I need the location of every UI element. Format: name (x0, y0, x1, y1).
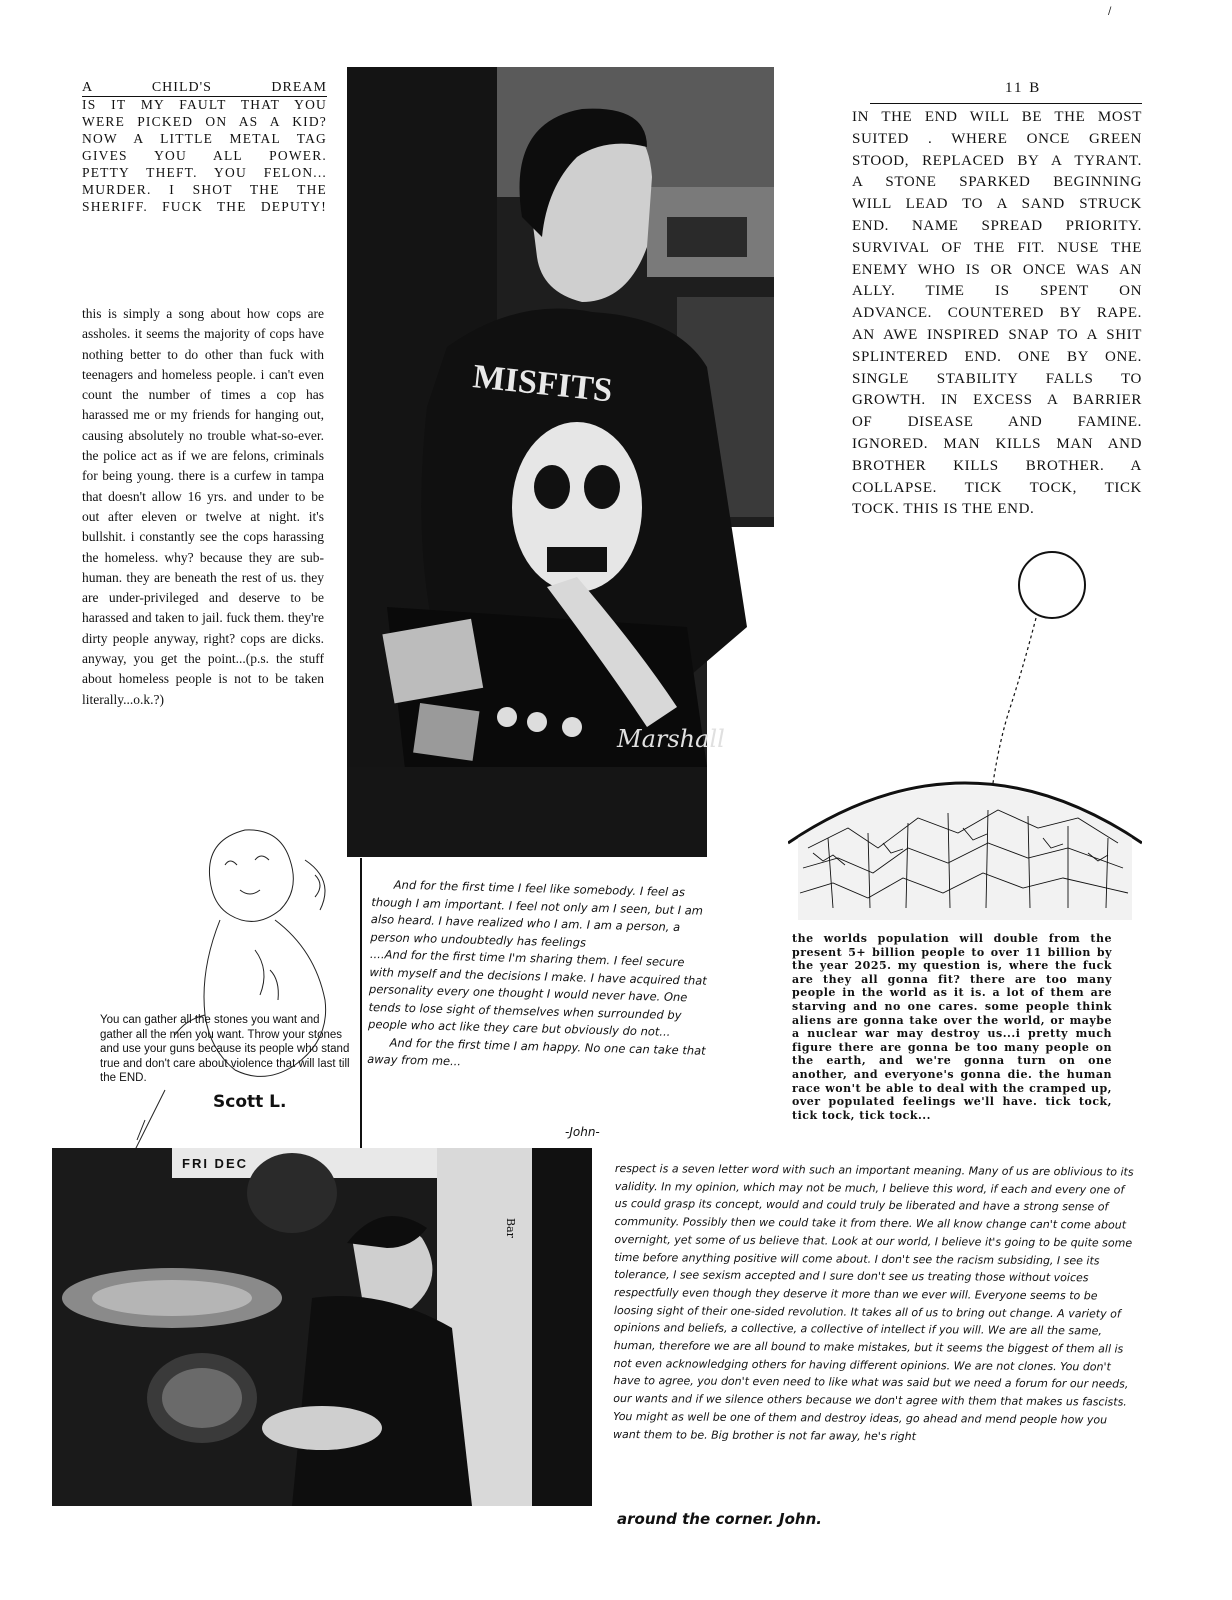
lyric-line: END. NAME SPREAD PRIORITY. (852, 217, 1142, 234)
amp-logo: Marshall (617, 725, 725, 753)
lyric-line: COLLAPSE. TICK TOCK, TICK (852, 479, 1142, 496)
lyric-line: SINGLE STABILITY FALLS TO (852, 370, 1142, 387)
lyric-line: WILL LEAD TO A SAND STRUCK (852, 196, 1142, 213)
earth-balloon-drawing (788, 548, 1142, 920)
guitarist-photo-graphic (347, 67, 774, 857)
quote-signature: Scott L. (213, 1092, 287, 1112)
stones-quote: You can gather all the stones you want and gather all the men you want. Throw your stones and use your guns because its people who stand true and don't care about violence that will last till the END. (100, 1014, 350, 1085)
guitarist-photo (347, 67, 774, 857)
lyric-line: ENEMY WHO IS OR ONCE WAS AN (852, 261, 1142, 278)
poem-paragraph: And for the first time I am happy. No one can take that away from me... (367, 1035, 706, 1069)
song-lyrics-left (82, 96, 327, 215)
song-title: A CHILD'S DREAM (82, 80, 327, 95)
lyric-line: SPLINTERED END. ONE BY ONE. (852, 348, 1142, 365)
lyric-line: A STONE SPARKED BEGINNING (852, 174, 1142, 191)
population-paragraph: the worlds population will double from the present 5+ billion people to over 11 billion by the year 2025. my question is, where the fuck are they all gonna fit? there are too many people in the world as it is. a lot of them are starving and no one cares. some people think aliens are gonna take over the world, or maybe a nuclear war may destroy us...i pretty much figure there are gonna be too many people on the earth, and we're gonna turn on one another, and everyone's gonna die. the human race won't be able to deal with the cramped up, over populated feelings we'll have. tick tock, tick tock, tick tock... (792, 932, 1112, 1122)
poem-signature: -John- (565, 1125, 600, 1139)
corner-mark: / (1108, 6, 1112, 17)
lyric-line: SHERIFF. FUCK THE DEPUTY! (82, 199, 327, 214)
header-rule (870, 103, 1142, 104)
lyric-line: IS IT MY FAULT THAT YOU (82, 97, 327, 112)
song-explanation: this is simply a song about how cops are assholes. it seems the majority of cops have nothing better to do other than fuck with teenagers and homeless people. i can't even count the number of times a cop has harassed me or my friends for hanging out, causing absolutely no trouble what-so-ever. the police act as if we are felons, criminals for being young. there is a curfew in tampa that doesn't allow 16 yrs. and under to be out after eleven or twelve at night. it's bullshit. i constantly see the cops harassing the homeless. why? because they are sub-human. they are beneath the rest of us. they are under-privileged and deserve to be harassed and taken to jail. fuck them. they're dirty people anyway, right? cops are dicks. anyway, you get the point...(p.s. the stuff about homeless people is not to be taken literally...o.k.?) (82, 306, 324, 707)
respect-essay: respect is a seven letter word with such an important meaning. Many of us are oblivious to its validity. In my opinion, which may not be much, I believe this word, if each and every one of us could grasp its concept, would and could truly be liberated and have a strong sense of community. Possibly then we could take it from there. We all know change can't come about overnight, yet some of us believe that. Look at our world, I believe it's going to be quite some time before anything positive will come about. I don't see the racism subsiding, I see its tolerance, I see sexism accepted and I sure don't see us treating those without voices respectfully even though they deserve it more than we ever will. Everyone seems to be loosing sight of their one-sided revolution. It takes all of us to bring out change. A variety of opinions and beliefs, a collective, a collective of intellect if you will. We are all the same, human, therefore we are all bound to make mistakes, but it seems the biggest of them all is not even acknowledging others for having different opinions. We are not clones. You don't have to agree, you don't even need to like what was said but we need a forum for our needs, our wants and if we silence others because we don't agree with them that makes us fascists. You might as well be one of them and destroy ideas, go ahead and mend people how you want them to be. Big brother is not far away, he's right (613, 1162, 1134, 1443)
lyric-line: ADVANCE. COUNTERED BY RAPE. (852, 305, 1142, 322)
lyric-line: SUITED . WHERE ONCE GREEN (852, 130, 1142, 147)
song-lyrics-right (852, 107, 1142, 521)
handwritten-poem (367, 876, 712, 1077)
shirt-text: MISFITS (471, 358, 615, 410)
lyric-line: GROWTH. IN EXCESS A BARRIER (852, 392, 1142, 409)
lyric-line: MURDER. I SHOT THE THE (82, 182, 327, 197)
lyric-line: WERE PICKED ON AS A KID? (82, 114, 327, 129)
lyric-line: IGNORED. MAN KILLS MAN AND (852, 435, 1142, 452)
lyric-line: ALLY. TIME IS SPENT ON (852, 283, 1142, 300)
lyric-line: NOW A LITTLE METAL TAG (82, 131, 327, 146)
lyric-line: STOOD, REPLACED BY A TYRANT. (852, 152, 1142, 169)
lyric-line: BROTHER KILLS BROTHER. A (852, 457, 1142, 474)
essay-signature: around the corner. John. (617, 1510, 822, 1528)
poem-paragraph: And for the first time I feel like somebody. I feel as though I am important. I feel not only am I seen, but I am also heard. I have realized who I am. I am a person, a person who undoubtedly has feelings (370, 877, 704, 950)
drummer-photo (52, 1148, 592, 1506)
page-number: 11 B (1005, 80, 1042, 96)
lyric-line: PETTY THEFT. YOU FELON... (82, 165, 327, 180)
lyric-line: GIVES YOU ALL POWER. (82, 148, 327, 163)
lyric-line: AN AWE INSPIRED SNAP TO A SHIT (852, 326, 1142, 343)
lyric-line: IN THE END WILL BE THE MOST (852, 109, 1142, 125)
lyric-line: OF DISEASE AND FAMINE. (852, 414, 1142, 431)
divider-line (360, 858, 362, 1150)
lyric-line: TOCK. THIS IS THE END. (852, 501, 1035, 518)
lyric-line: SURVIVAL OF THE FIT. NUSE THE (852, 239, 1142, 256)
flyer-text: FRI DEC (182, 1156, 248, 1171)
side-text: Bar (504, 1218, 517, 1238)
drummer-photo-graphic (52, 1148, 592, 1506)
poem-paragraph: ....And for the first time I'm sharing them. I feel secure with myself and the decisions I make. I have acquired that personality every one thought I would never have. One tends to lose sight of themselves when surrounded by people who act like they care but obviously do not... (367, 946, 708, 1039)
